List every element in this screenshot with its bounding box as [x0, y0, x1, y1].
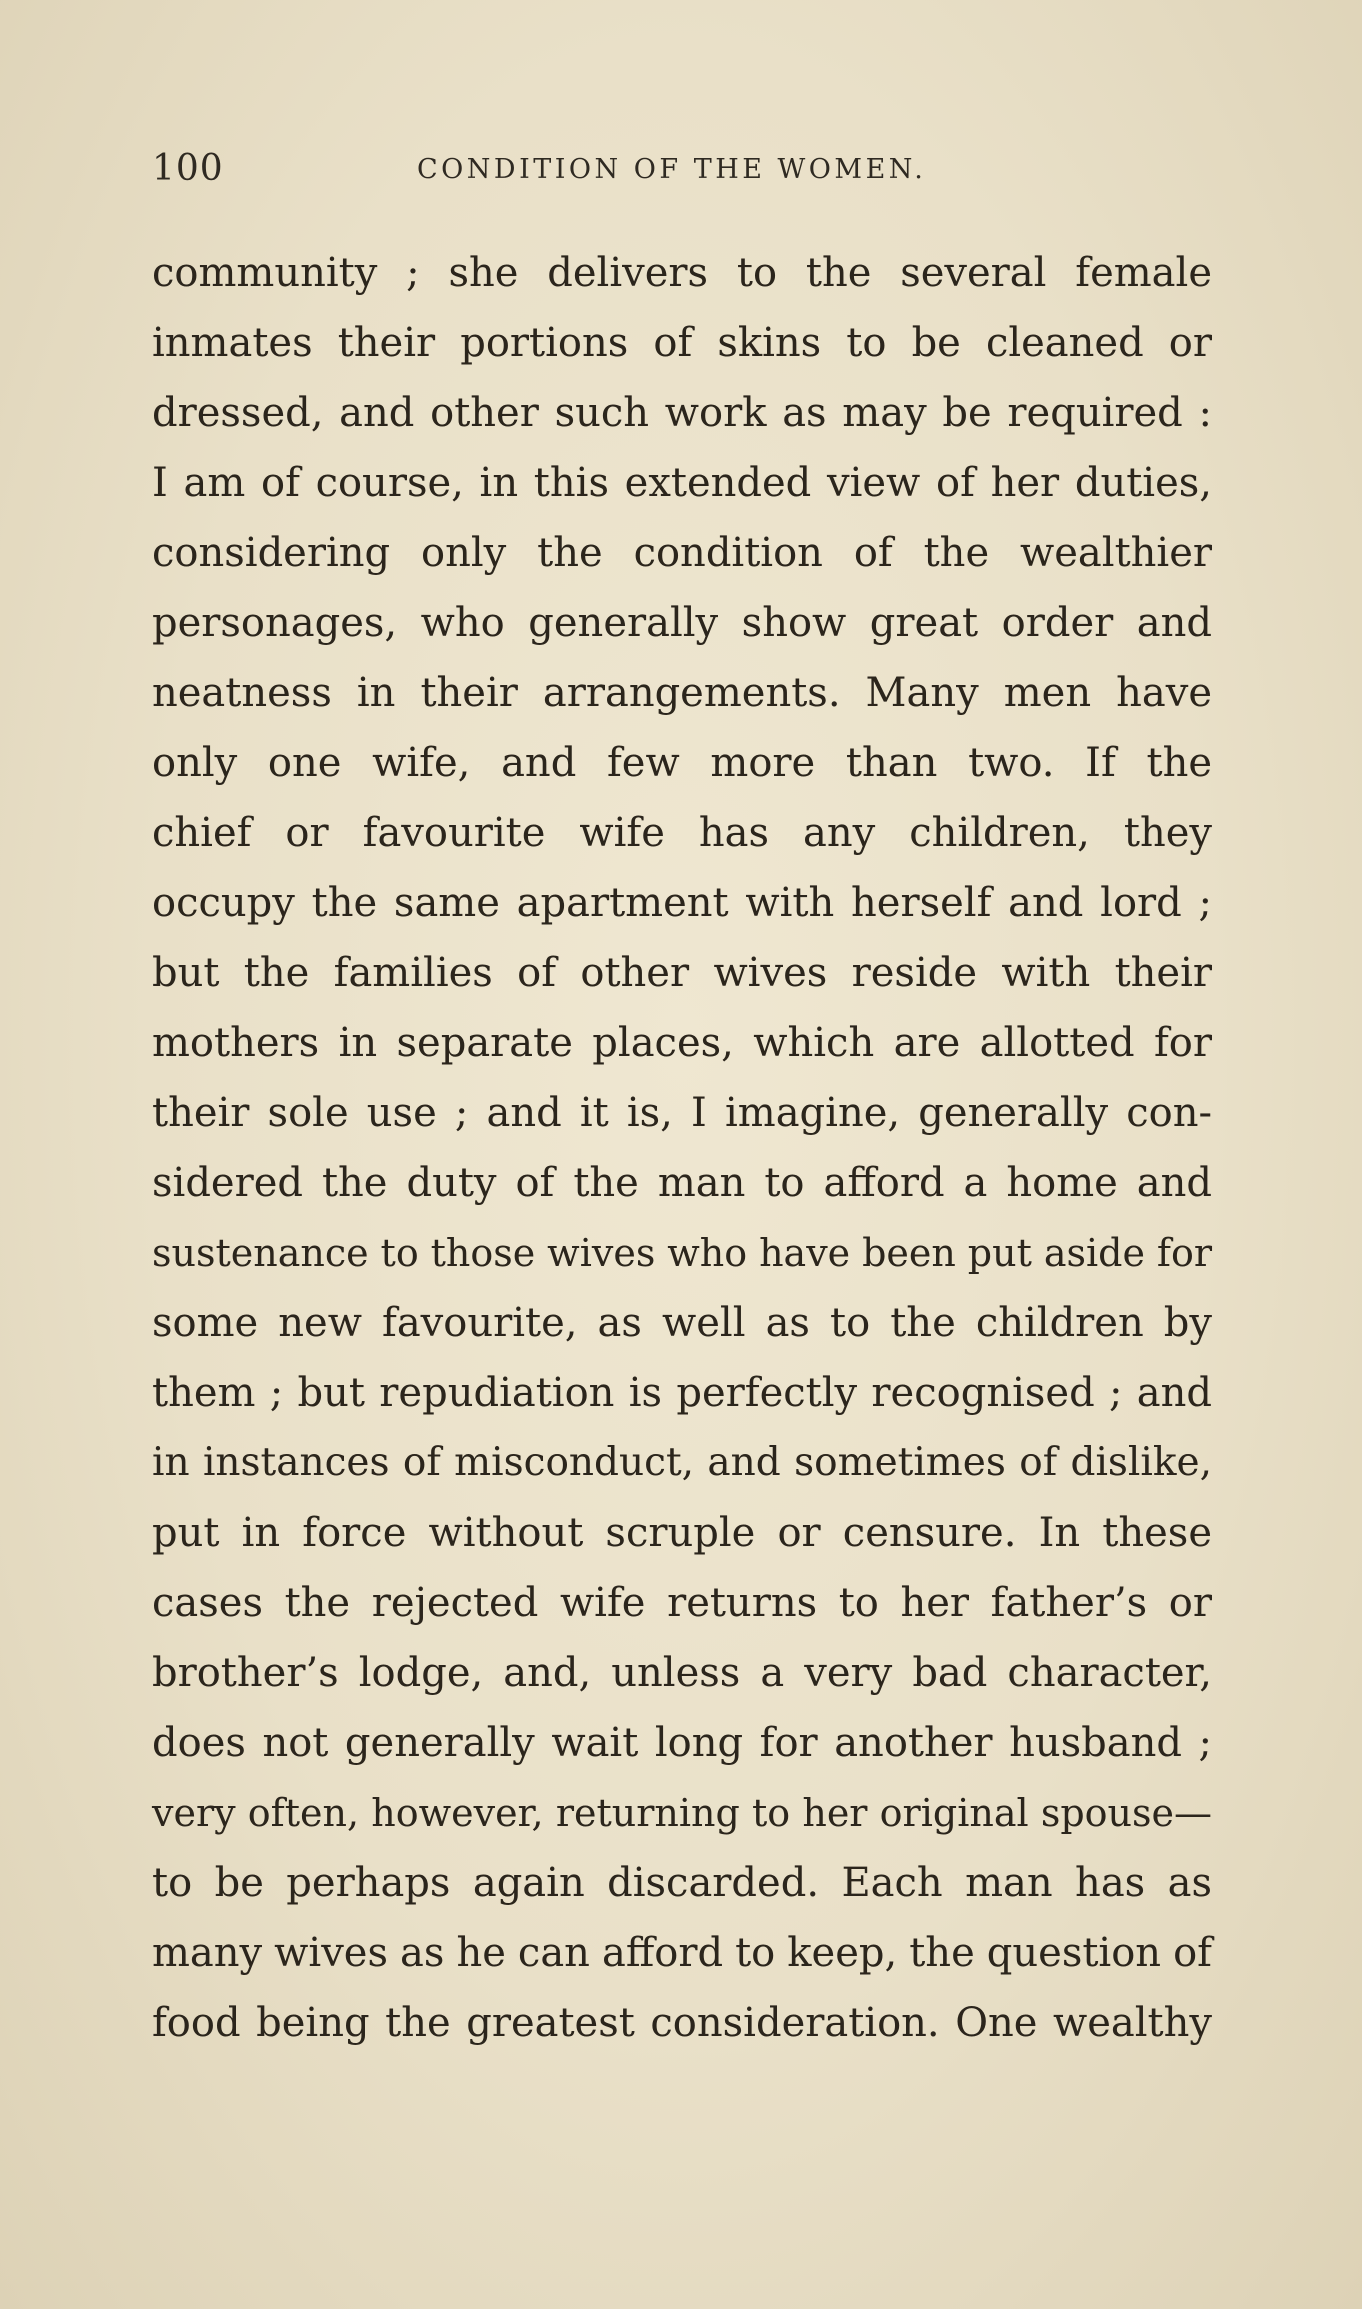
page-header	[152, 148, 1212, 198]
text-line: community ; she delivers to the several female	[152, 250, 1212, 296]
text-line: them ; but repudiation is perfectly recognised ; and	[152, 1370, 1212, 1416]
text-line: to be perhaps again discarded. Each man has as	[152, 1860, 1212, 1906]
text-line: considering only the condition of the wealthier	[152, 530, 1212, 576]
text-line: cases the rejected wife returns to her father’s or	[152, 1580, 1212, 1626]
text-line: very often, however, returning to her original spouse—	[152, 1791, 1212, 1835]
text-line: put in force without scruple or censure. In these	[152, 1510, 1212, 1556]
text-line: I am of course, in this extended view of her duties,	[152, 460, 1212, 506]
text-line: brother’s lodge, and, unless a very bad character,	[152, 1650, 1212, 1696]
page-number: 100	[152, 148, 224, 189]
text-line: dressed, and other such work as may be required :	[152, 390, 1212, 436]
text-line: their sole use ; and it is, I imagine, generally con-	[152, 1090, 1212, 1136]
text-line: some new favourite, as well as to the children by	[152, 1300, 1212, 1346]
text-line: food being the greatest consideration. One wealthy	[152, 2000, 1212, 2046]
text-line: but the families of other wives reside with their	[152, 950, 1212, 996]
text-line: in instances of misconduct, and sometimes of dislike,	[152, 1440, 1212, 1485]
running-title: CONDITION OF THE WOMEN.	[417, 154, 927, 185]
text-line: many wives as he can afford to keep, the question of	[152, 1930, 1212, 1976]
text-line: sustenance to those wives who have been put aside for	[152, 1231, 1212, 1275]
body-text	[152, 238, 1212, 2058]
text-line: only one wife, and few more than two. If the	[152, 740, 1212, 786]
text-line: chief or favourite wife has any children, they	[152, 810, 1212, 856]
text-line: does not generally wait long for another husband ;	[152, 1720, 1212, 1766]
text-line: personages, who generally show great order and	[152, 600, 1212, 646]
text-line: neatness in their arrangements. Many men have	[152, 670, 1212, 716]
text-line: mothers in separate places, which are allotted for	[152, 1020, 1212, 1066]
text-line: inmates their portions of skins to be cleaned or	[152, 320, 1212, 366]
text-line: occupy the same apartment with herself and lord ;	[152, 880, 1212, 926]
text-line: sidered the duty of the man to afford a home and	[152, 1160, 1212, 1206]
